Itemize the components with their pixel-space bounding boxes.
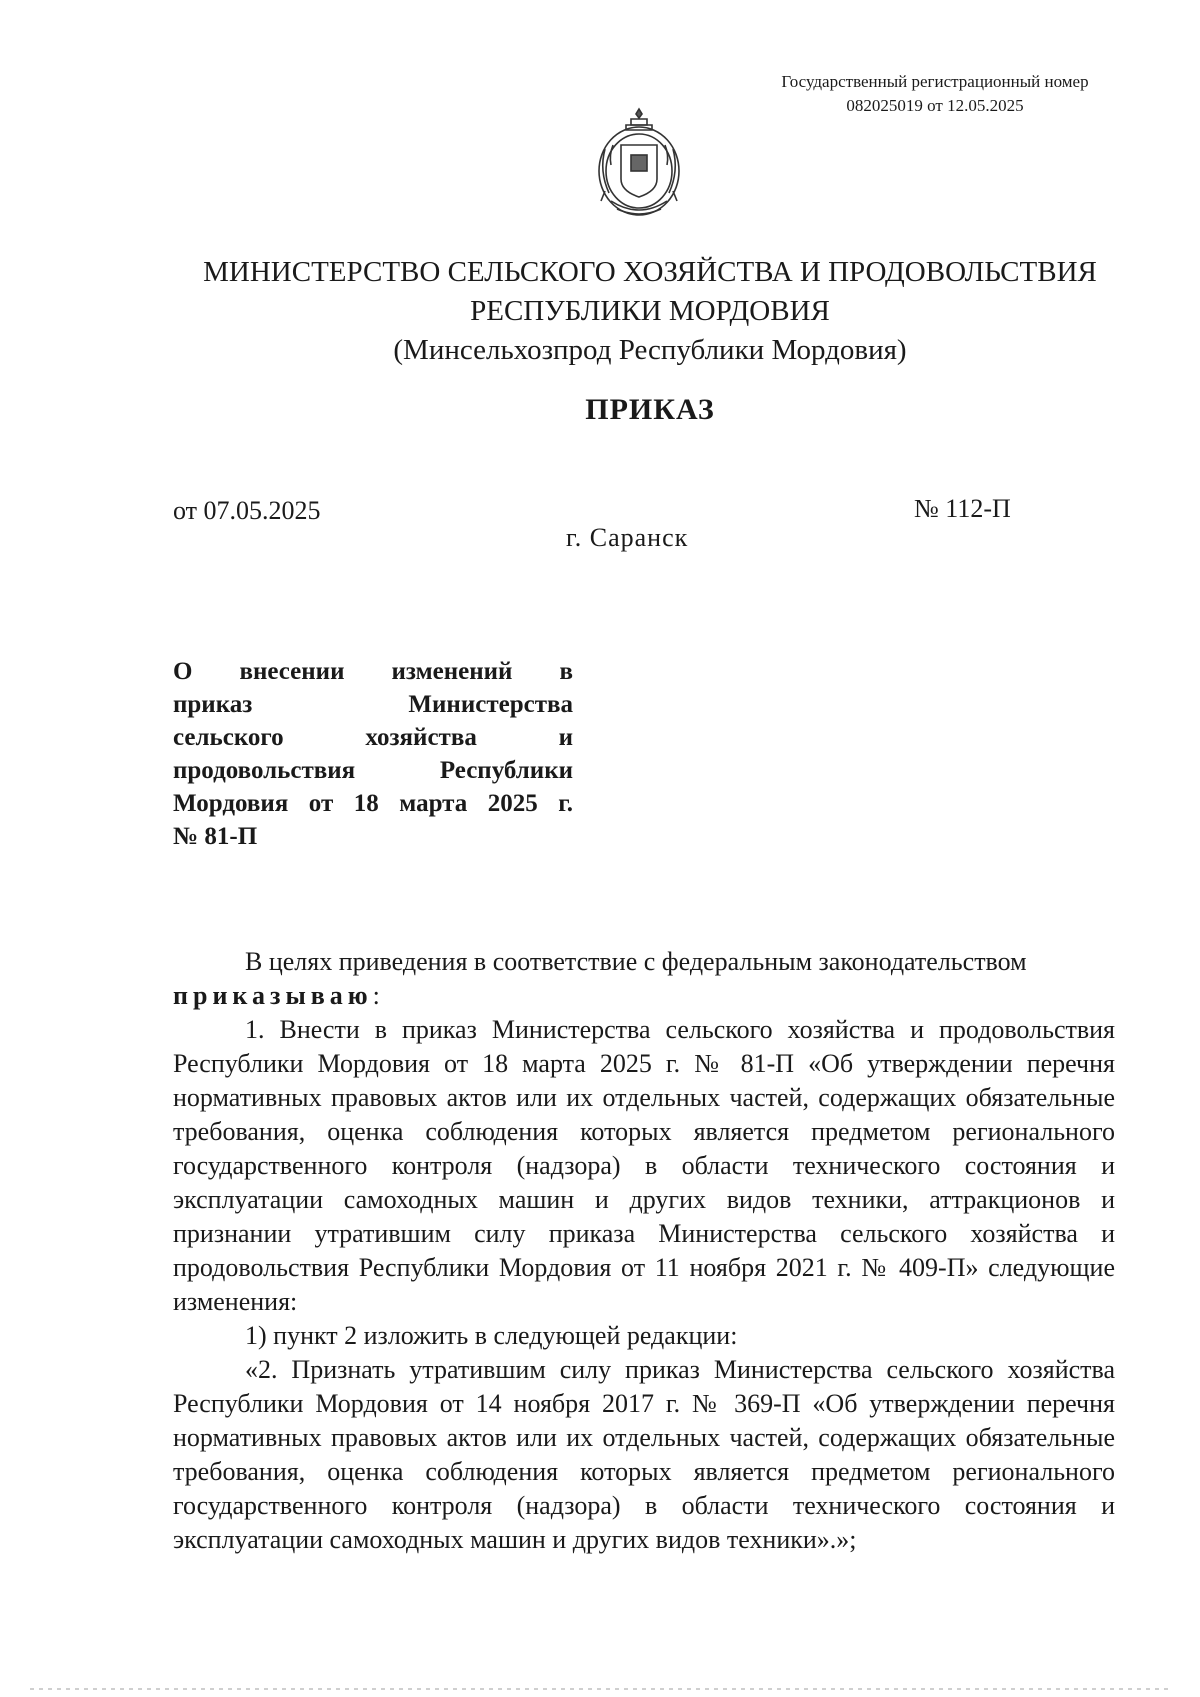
subject-line: № 81-П: [173, 823, 258, 850]
subject-line: О внесении изменений в: [173, 658, 573, 685]
registration-label: Государственный регистрационный номер: [781, 72, 1089, 91]
organization-header: [100, 253, 1200, 370]
document-type-title: ПРИКАЗ: [585, 393, 715, 426]
registration-number: 082025019 от 12.05.2025: [846, 96, 1024, 115]
order-paragraph: [173, 979, 1115, 1013]
organization-name-line1: МИНИСТЕРСТВО СЕЛЬСКОГО ХОЗЯЙСТВА И ПРОДОВОЛЬСТВИЯ: [203, 256, 1097, 288]
subject-line: сельского хозяйства и: [173, 724, 573, 751]
coat-of-arms-icon: [591, 105, 687, 225]
intro-paragraph: В целях приведения в соответствие с федеральным законодательством: [245, 947, 1027, 976]
organization-name-line2: РЕСПУБЛИКИ МОРДОВИЯ: [470, 295, 830, 327]
order-word: приказываю: [173, 981, 373, 1010]
subject-line: продовольствия Республики: [173, 757, 573, 784]
subject-line: Мордовия от 18 марта 2025 г.: [173, 790, 573, 817]
order-colon: :: [372, 981, 380, 1010]
organization-short-name: (Минсельхозпрод Республики Мордовия): [393, 334, 907, 366]
registration-number-block: [725, 70, 1145, 118]
subject-line: приказ Министерства: [173, 691, 573, 718]
scan-artifact-line: [30, 1688, 1170, 1690]
document-body: [173, 945, 1115, 1557]
document-date: от 07.05.2025: [173, 496, 321, 525]
document-number: № 112-П: [914, 494, 1011, 523]
document-subject: [173, 655, 573, 853]
document-city: г. Саранск: [566, 523, 689, 552]
item-1-paragraph: 1. Внести в приказ Министерства сельского хозяйства и продовольствия Республики Мордовия от 18 марта 2025 г. № 81-П «Об утверждении перечня нормативных правовых актов или их отдельных частей, содержащих обязательные требования, оценка соблюдения которых является предметом регионального государственного контроля (надзора) в области технического состояния и эксплуатации самоходных машин и других видов техники, аттракционов и признании утратившим силу приказа Министерства сельского хозяйства и продовольствия Республики Мордовия от 11 ноября 2021 г. № 409-П» следующие изменения:: [173, 1015, 1115, 1316]
quoted-paragraph: «2. Признать утратившим силу приказ Министерства сельского хозяйства Республики Мордовия от 14 ноября 2017 г. № 369-П «Об утверждении перечня нормативных правовых актов или их отдельных частей, содержащих обязательные требования, оценка соблюдения которых является предметом регионального государственного контроля (надзора) в области технического состояния и эксплуатации самоходных машин и других видов техники».»;: [173, 1355, 1115, 1554]
subitem-1-paragraph: 1) пункт 2 изложить в следующей редакции:: [245, 1321, 738, 1350]
